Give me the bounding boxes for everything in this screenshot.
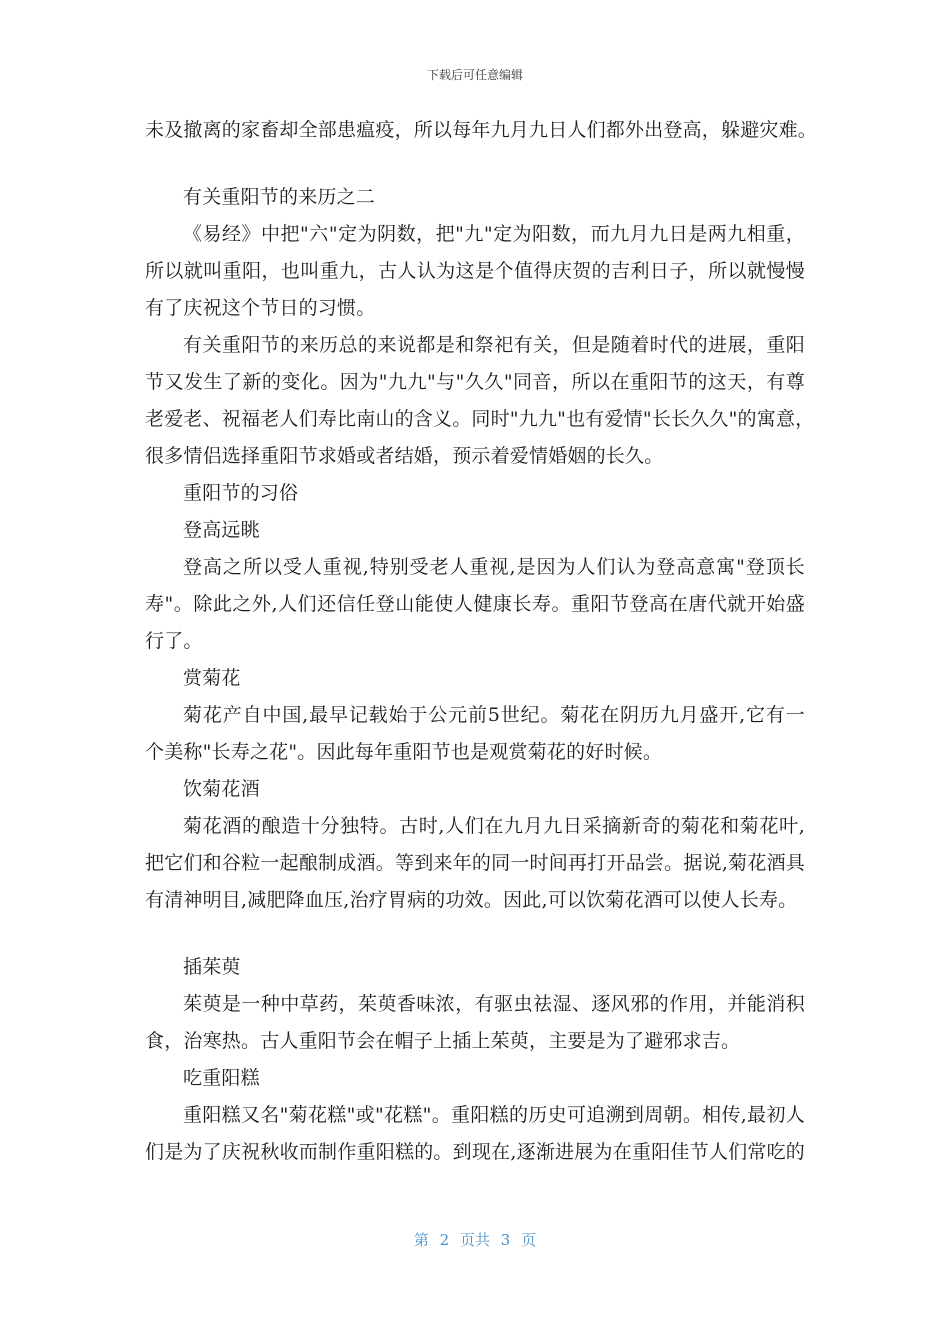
paragraph-line: 个美称"长寿之花"。因此每年重阳节也是观赏菊花的好时候。 [145,741,663,763]
paragraph-line: 未及撤离的家畜却全部患瘟疫，所以每年九月九日人们都外出登高，躲避灾难。 [145,119,818,141]
paragraph-line: 登高之所以受人重视,特别受老人重视,是因为人们认为登高意寓"登顶长 [183,556,805,578]
paragraph-line: 节又发生了新的变化。因为"九九"与"久久"同音，所以在重阳节的这天，有尊 [145,371,805,393]
paragraph-gap [145,149,805,179]
heading-chongyang-cake: 吃重阳糕 [183,1067,260,1089]
paragraph-gap [145,919,805,949]
page-number-footer: 第 2 页共 3 页 [413,1231,537,1249]
paragraph-line: 菊花产自中国,最早记载始于公元前5世纪。菊花在阴历九月盛开,它有一 [183,704,805,726]
document-body [145,112,818,1171]
paragraph-line: 《易经》中把"六"定为阴数，把"九"定为阳数，而九月九日是两九相重， [183,223,805,245]
paragraph-line: 很多情侣选择重阳节求婚或者结婚，预示着爱情婚姻的长久。 [145,445,664,467]
paragraph-line: 老爱老、祝福老人们寿比南山的含义。同时"九九"也有爱情"长长久久"的寓意， [145,408,815,430]
paragraph-line: 们是为了庆祝秋收而制作重阳糕的。到现在,逐渐进展为在重阳佳节人们常吃的 [145,1141,805,1163]
paragraph-line: 有了庆祝这个节日的习惯。 [145,297,376,319]
paragraph-line: 有清神明目,减肥降血压,治疗胃病的功效。因此,可以饮菊花酒可以使人长寿。 [145,889,798,911]
paragraph-line: 重阳糕又名"菊花糕"或"花糕"。重阳糕的历史可追溯到周朝。相传,最初人 [183,1104,805,1126]
heading-origin-two: 有关重阳节的来历之二 [183,186,376,208]
heading-chrysanthemum-wine: 饮菊花酒 [183,778,260,800]
paragraph-line: 寿"。除此之外,人们还信任登山能使人健康长寿。重阳节登高在唐代就开始盛 [145,593,805,615]
heading-customs: 重阳节的习俗 [183,482,299,504]
heading-climbing: 登高远眺 [183,519,260,541]
paragraph-line: 茱萸是一种中草药，茱萸香味浓，有驱虫祛湿、逐风邪的作用，并能消积 [183,993,805,1015]
paragraph-line: 食，治寒热。古人重阳节会在帽子上插上茱萸，主要是为了避邪求吉。 [145,1030,741,1052]
paragraph-line: 把它们和谷粒一起酿制成酒。等到来年的同一时间再打开品尝。据说,菊花酒具 [145,852,805,874]
paragraph-line: 菊花酒的酿造十分独特。古时,人们在九月九日采摘新奇的菊花和菊花叶, [183,815,805,837]
paragraph-line: 行了。 [145,630,203,652]
paragraph-line: 有关重阳节的来历总的来说都是和祭祀有关，但是随着时代的进展，重阳 [183,334,805,356]
heading-chrysanthemum: 赏菊花 [183,667,241,689]
page-header: 下载后可任意编辑 [426,68,523,82]
paragraph-line: 所以就叫重阳，也叫重九，古人认为这是个值得庆贺的吉利日子，所以就慢慢 [145,260,805,282]
heading-zhuyu: 插茱萸 [183,956,241,978]
